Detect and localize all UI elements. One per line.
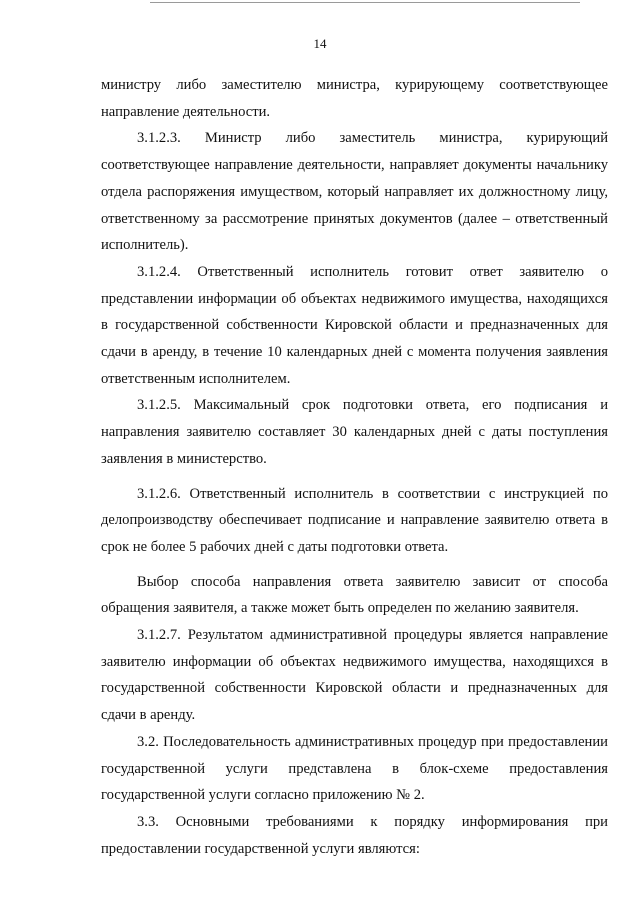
paragraph-3-2: 3.2. Последовательность административных процедур при предоставлении государственной услуги представлена в блок-схеме предоставления государственной услуги согласно приложению № 2.	[101, 733, 608, 804]
scan-edge-line	[150, 2, 580, 3]
document-body	[101, 72, 608, 862]
paragraph-3-1-2-7: 3.1.2.7. Результатом административной процедуры является направление заявителю информации об объектах недвижимого имущества, находящихся в государственной собственности Кировской области и предназначенных для сдачи в аренду.	[101, 627, 608, 724]
paragraph-response-method: Выбор способа направления ответа заявителю зависит от способа обращения заявителя, а также может быть определен по желанию заявителя.	[101, 573, 608, 617]
page-number: 14	[313, 36, 327, 51]
paragraph-3-3: 3.3. Основными требованиями к порядку информирования при предоставлении государственной услуги являются:	[101, 813, 608, 857]
paragraph-3-1-2-6: 3.1.2.6. Ответственный исполнитель в соответствии с инструкцией по делопроизводству обеспечивает подписание и направление заявителю ответа в срок не более 5 рабочих дней с даты подготовки ответа.	[101, 485, 608, 555]
paragraph-3-1-2-5: 3.1.2.5. Максимальный срок подготовки ответа, его подписания и направления заявителю составляет 30 календарных дней с даты поступления заявления в министерство.	[101, 397, 608, 467]
paragraph-continuation: министру либо заместителю министра, курирующему соответствующее направление деятельности.	[101, 77, 608, 120]
paragraph-3-1-2-4: 3.1.2.4. Ответственный исполнитель готовит ответ заявителю о представлении информации об объектах недвижимого имущества, находящихся в государственной собственности Кировской области и предназначенных для сдачи в аренду, в течение 10 календарных дней с момента получения заявления ответственным исполнителем.	[101, 263, 608, 387]
paragraph-3-1-2-3: 3.1.2.3. Министр либо заместитель министра, курирующий соответствующее направление деятельности, направляет документы начальнику отдела распоряжения имуществом, который направляет их должностному лицу, ответственному за рассмотрение принятых документов (далее – ответственный исполнитель).	[101, 130, 608, 254]
